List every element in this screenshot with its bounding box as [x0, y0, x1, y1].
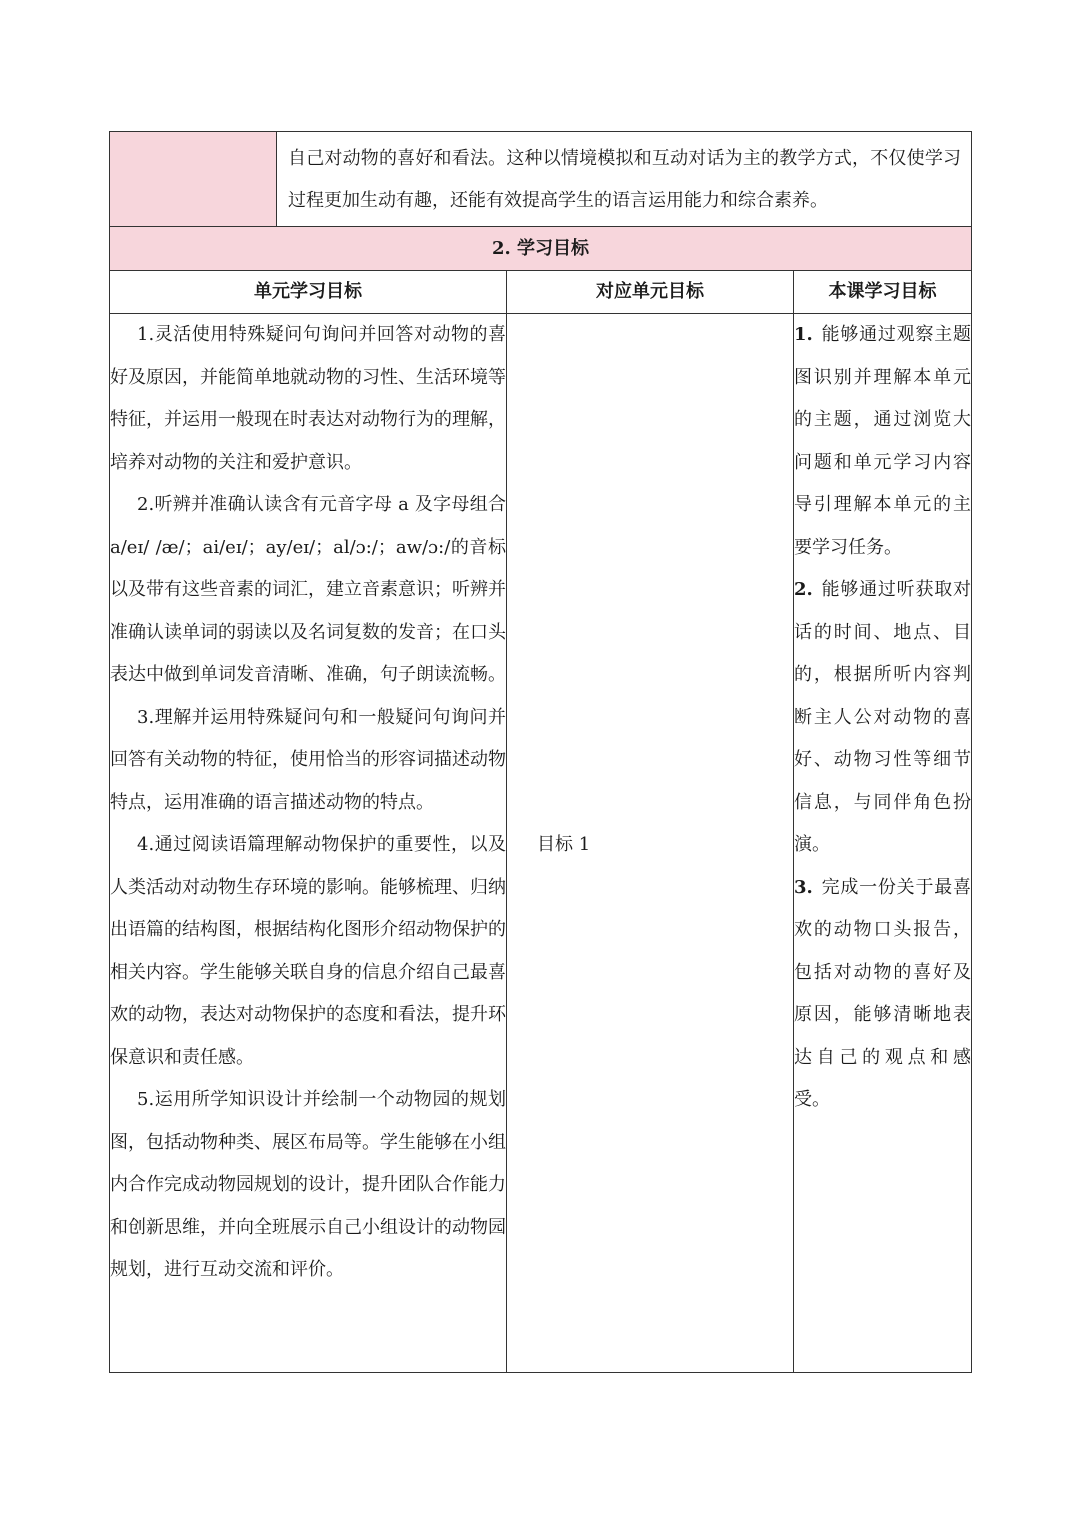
lesson-goals-cell — [794, 314, 972, 1373]
corresponding-target-cell — [507, 314, 794, 1373]
lesson-plan-table — [109, 131, 972, 1373]
continuation-text: 自己对动物的喜好和看法。这种以情境模拟和互动对话为主的教学方式，不仅使学习过程更加生动有趣，还能有效提高学生的语言运用能力和综合素养。 — [288, 148, 962, 211]
unit-goal-item: 5.运用所学知识设计并绘制一个动物园的规划图，包括动物种类、展区布局等。学生能够在小组内合作完成动物园规划的设计，提升团队合作能力和创新思维，并向全班展示自己小组设计的动物园规划，进行互动交流和评价。 — [110, 1089, 506, 1280]
unit-goal-item: 3.理解并运用特殊疑问句和一般疑问句询问并回答有关动物的特征，使用恰当的形容词描述动物特点，运用准确的语言描述动物的特点。 — [110, 706, 506, 813]
lesson-goal-number: 2. — [794, 579, 813, 600]
header-corresponding: 对应单元目标 — [507, 271, 794, 314]
continuation-text-cell — [277, 132, 972, 227]
lesson-goal-number: 3. — [794, 876, 813, 898]
lesson-goal-item — [794, 569, 971, 867]
section-title: 2. 学习目标 — [110, 227, 972, 271]
unit-goal-item: 2.听辨并准确认读含有元音字母 a 及字母组合 a/eɪ/ /æ/；ai/eɪ/；ay/eɪ/；al/ɔ:/；aw/ɔ:/的音标以及带有这些音素的词汇，建立音素意识；听辨并准确认读单词的弱读以及名词复数的发音；在口头表达中做到单词发音清晰、准确，句子朗读流畅。 — [110, 494, 506, 685]
unit-goal-item: 4.通过阅读语篇理解动物保护的重要性，以及人类活动对动物生存环境的影响。能够梳理、归纳出语篇的结构图，根据结构化图形介绍动物保护的相关内容。学生能够关联自身的信息介绍自己最喜欢的动物，表达对动物保护的态度和看法，提升环保意识和责任感。 — [110, 834, 506, 1068]
goals-row — [110, 314, 972, 1373]
corresponding-target: 目标 1 — [537, 834, 591, 855]
unit-goals-cell — [110, 314, 507, 1373]
lesson-goal-text: 能够通过听获取对话的时间、地点、目的，根据所听内容判断主人公对动物的喜好、动物习性等细节信息，与同伴角色扮演。 — [794, 579, 972, 855]
header-lesson-goals: 本课学习目标 — [794, 271, 972, 314]
header-unit-goals: 单元学习目标 — [110, 271, 507, 314]
lesson-goal-item — [794, 867, 971, 1122]
unit-goal-item: 1.灵活使用特殊疑问句询问并回答对动物的喜好及原因，并能简单地就动物的习性、生活环境等特征，并运用一般现在时表达对动物行为的理解，培养对动物的关注和爱护意识。 — [110, 324, 506, 473]
lesson-goal-item — [794, 314, 971, 569]
section-title-row — [110, 227, 972, 271]
header-row — [110, 271, 972, 314]
continuation-label-cell — [110, 132, 277, 227]
lesson-goal-text: 完成一份关于最喜欢的动物口头报告，包括对动物的喜好及原因，能够清晰地表达自己的观点和感受。 — [794, 876, 972, 1110]
lesson-goal-number: 1. — [794, 324, 813, 345]
continuation-row — [110, 132, 972, 227]
lesson-goal-text: 能够通过观察主题图识别并理解本单元的主题，通过浏览大问题和单元学习内容导引理解本单元的主要学习任务。 — [794, 324, 972, 558]
